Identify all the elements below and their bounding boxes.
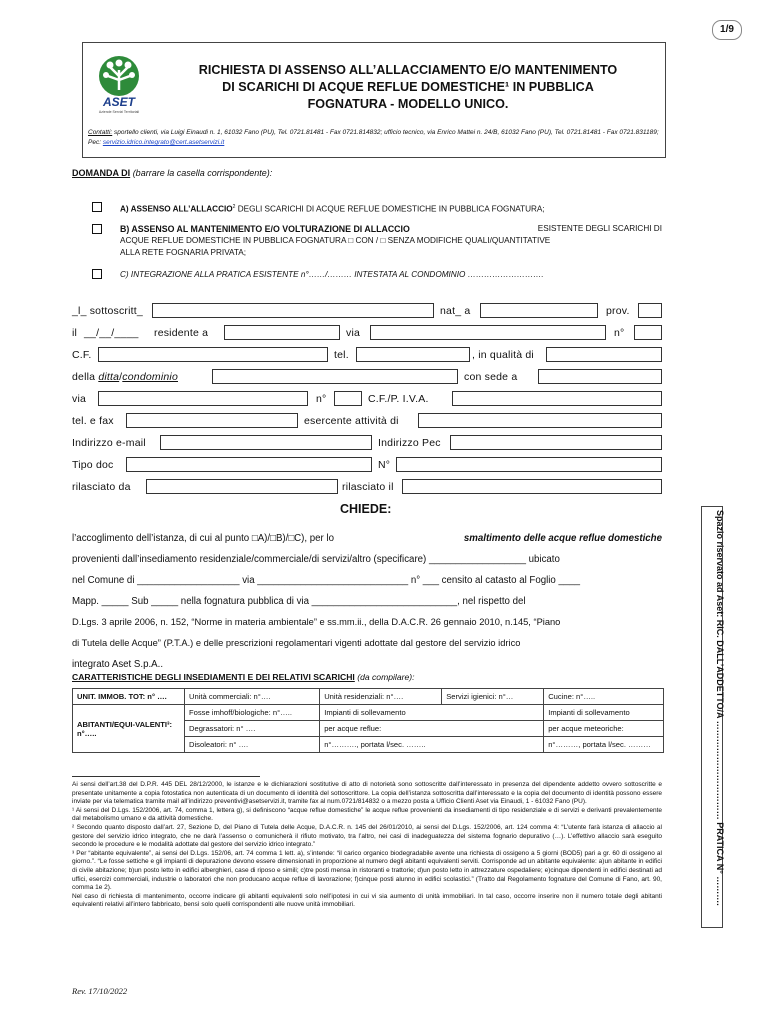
label-tipodoc: Tipo doc — [72, 459, 114, 471]
table-cell[interactable]: Fosse imhoff/biologiche: n°….. — [185, 705, 320, 721]
date-input[interactable]: __/__/____ — [84, 327, 139, 339]
label-cf: C.F. — [72, 349, 92, 361]
domanda-label: DOMANDA DI — [72, 168, 131, 178]
num-2-input[interactable] — [334, 391, 362, 406]
label-esercente: esercente attività di — [304, 415, 399, 427]
page-title — [160, 62, 656, 113]
table-cell[interactable]: Impianti di sollevamento — [544, 705, 664, 721]
title-line-3: FOGNATURA - MODELLO UNICO. — [307, 97, 509, 111]
page-number: 1/9 — [712, 20, 742, 40]
option-a-rest: DEGLI SCARICHI DI ACQUE REFLUE DOMESTICHE IN PUBBLICA FOGNATURA; — [235, 204, 545, 214]
footnote: Ai sensi dell’art.38 del D.P.R. 445 DEL 28/12/2000, le istanze e le dichiarazioni sostitutive di atto di notorietà sono sottoscritte dall’interessato in presenza del dipendente addetto ovvero sottoscritte e presentate unitamente a copia fotostatica non autenticata di un documento di identità del sottoscrittore. La copia dell’istanza sottoscritta dall’interessato e la copia del documento di identità possono essere inviate per via telematica tramite mail all’indirizzo preventivi@asetservizi.it, tramite fax al num.0721/814832 o a mezzo posta a Ufficio Clienti Aset via Einaudi, 1 - 61032 Fano (PU). — [72, 781, 662, 806]
para-line-3: nel Comune di ___________________ via ____________________________ n° ___ censito al catasto al Foglio ____ — [72, 575, 581, 586]
label-residente: residente a — [154, 327, 209, 339]
char-heading — [72, 672, 415, 682]
label-rilasciato-il: rilasciato il — [342, 481, 394, 493]
char-hint: (da compilare): — [357, 672, 415, 682]
label-nato: nat_ a — [440, 305, 471, 317]
table-cell[interactable]: Servizi igienici: n°… — [442, 689, 544, 705]
via-input[interactable] — [370, 325, 606, 340]
option-c[interactable] — [92, 266, 106, 284]
para-line-4: Mapp. _____ Sub _____ nella fognatura pubblica di via ___________________________, nel rispetto del — [72, 596, 526, 607]
revision-footer: Rev. 17/10/2022 — [72, 986, 128, 996]
table-row — [73, 705, 664, 721]
sede-input[interactable] — [538, 369, 662, 384]
label-sottoscritto: _l_ sottoscritt_ — [72, 305, 143, 317]
label-ditta-word: ditta — [98, 371, 120, 383]
esercente-input[interactable] — [418, 413, 662, 428]
label-num-3: N° — [378, 459, 391, 471]
sottoscritto-input[interactable] — [152, 303, 434, 318]
cfpiva-input[interactable] — [452, 391, 662, 406]
table-cell[interactable]: Cucine: n°….. — [544, 689, 664, 705]
label-email: Indirizzo e-mail — [72, 437, 146, 449]
option-b-rest-1: ESISTENTE DEGLI SCARICHI DI — [537, 224, 662, 233]
aset-reserved-text: Spazio riservato ad Aset: RIC. DALL’ADDETTO/A …………………………… PRATICA N° ………. — [715, 510, 725, 906]
option-b-rest-3: ALLA RETE FOGNARIA PRIVATA; — [120, 248, 247, 257]
residente-input[interactable] — [224, 325, 340, 340]
contacts-label: Contatti: — [88, 129, 113, 136]
table-cell[interactable]: Impianti di sollevamento — [320, 705, 544, 721]
label-condominio: condominio — [122, 371, 178, 383]
chiede-heading: CHIEDE: — [340, 502, 392, 516]
table-cell[interactable]: ABITANTI/EQUI-VALENTI³: n°….. — [73, 705, 185, 753]
label-tel: tel. — [334, 349, 349, 361]
para-line-7: integrato Aset S.p.A.. — [72, 659, 164, 670]
option-a-bold: A) ASSENSO ALL’ALLACCIO — [120, 204, 233, 214]
characteristics-table — [72, 688, 664, 753]
label-slash: / — [119, 371, 123, 383]
nato-input[interactable] — [480, 303, 598, 318]
label-pec: Indirizzo Pec — [378, 437, 441, 449]
option-b-checkbox[interactable] — [92, 224, 102, 234]
label-qualita: , in qualità di — [472, 349, 534, 361]
option-b-label — [120, 223, 662, 259]
tipodoc-input[interactable] — [126, 457, 372, 472]
para-line-6: di Tutela delle Acque” (P.T.A.) e delle prescrizioni regolamentari vigenti adottate dal gestore del servizio idrico — [72, 638, 521, 648]
option-b-bold: B) ASSENSO AL MANTENIMENTO E/O VOLTURAZIONE DI ALLACCIO — [120, 224, 410, 234]
logo-name: ASET — [102, 95, 135, 109]
table-cell[interactable]: per acque meteoriche: — [544, 721, 664, 737]
label-della: della — [72, 371, 96, 383]
footnote-divider — [72, 776, 260, 777]
label-via-2: via — [72, 393, 87, 405]
para-line-5: D.Lgs. 3 aprile 2006, n. 152, “Norme in materia ambientale” e ss.mm.ii., della D.A.C.R. 26 gennaio 2010, n.145, “Piano — [72, 617, 561, 627]
option-c-checkbox[interactable] — [92, 269, 102, 279]
ditta-input[interactable] — [212, 369, 458, 384]
table-cell[interactable]: Unità residenziali: n°…. — [320, 689, 442, 705]
label-num-2: n° — [316, 393, 327, 405]
qualita-input[interactable] — [546, 347, 662, 362]
email-input[interactable] — [160, 435, 372, 450]
tel-input[interactable] — [356, 347, 470, 362]
footnote: ² Secondo quanto disposto dall’art. 27, Sezione D, del Piano di Tutela delle Acque, D.A.C.R. n. 145 del 26/01/2010, ai sensi del D.Lgs. 152/2006, art. 124 comma 4: “L’utente farà istanza di allaccio al gestore del servizio idrico integrato, che ne darà l’assenso o comunicherà il rifiuto motivato, tra l’altro, nei casi di inadeguatezza del sistema fognario depurativo (…). L’effettivo allaccio sarà eseguito secondo le procedure e le modalità adottate dal gestore del servizio idrico integrato.” — [72, 823, 662, 849]
table-cell[interactable]: per acque reflue: — [320, 721, 544, 737]
option-b-rest-2: ACQUE REFLUE DOMESTICHE IN PUBBLICA FOGNATURA □ CON / □ SENZA MODIFICHE QUALI/QUANTITATIVE — [120, 236, 551, 245]
rilasciato-input[interactable] — [146, 479, 338, 494]
para-line-1-bold: smaltimento delle acque reflue domestiche — [463, 533, 662, 544]
option-a[interactable] — [92, 199, 106, 217]
table-cell[interactable]: Unità commerciali: n°…. — [185, 689, 320, 705]
label-ditta — [72, 371, 178, 383]
via-2-input[interactable] — [98, 391, 308, 406]
contacts-text: sportello clienti, via Luigi Einaudi n. 1, 61032 Fano (PU), Tel. 0721.81481 - Fax 0721.814832; ufficio tecnico, via Enrico Mattei n. 24/B, 61032 Fano (PU), Tel. 0721.81481 - Fax 0721.831189; Pec: — [88, 129, 659, 146]
option-a-label — [120, 201, 660, 216]
label-il: il — [72, 327, 78, 339]
domanda-heading — [72, 168, 272, 178]
telfax-input[interactable] — [126, 413, 298, 428]
title-line-1: RICHIESTA DI ASSENSO ALL’ALLACCIAMENTO E/O MANTENIMENTO — [198, 63, 618, 77]
label-rilasciato: rilasciato da — [72, 481, 131, 493]
char-title: CARATTERISTICHE DEGLI INSEDIAMENTI E DEI RELATIVI SCARICHI — [72, 672, 355, 682]
para-line-1: l’accoglimento dell’istanza, di cui al punto □A)/□B)/□C), per lo — [72, 533, 335, 544]
footnote: ¹ Ai sensi del D.Lgs. 152/2006, art. 74, comma 1, lettera g), si definiscono “acque reflue domestiche” le acque reflue provenienti da insediamenti di tipo residenziale e di servizi e derivanti prevalentemente dal metabolismo umano e da attività domestiche. — [72, 806, 662, 823]
table-cell[interactable]: Degrassatori: n° …. — [185, 721, 320, 737]
footnotes — [72, 781, 662, 910]
para-line-2: provenienti dall’insediamento residenziale/commerciale/di servizi/altro (specificare) __________________ ubicato — [72, 554, 560, 565]
domanda-hint: (barrare la casella corrispondente): — [132, 168, 273, 178]
option-b[interactable] — [92, 221, 106, 239]
option-c-label: C) INTEGRAZIONE ALLA PRATICA ESISTENTE n°……/……… INTESTATA AL CONDOMINIO ………………………. — [120, 270, 544, 279]
contacts-email-link[interactable]: servizio.idrico.integrato@cert.asetservizi.it — [102, 139, 225, 146]
logo-tagline: Aziende Servizi Territoriali — [98, 110, 140, 114]
label-telfax: tel. e fax — [72, 415, 114, 427]
table-cell[interactable]: Disoleatori: n° …. — [185, 737, 320, 753]
label-cfpiva: C.F./P. I.V.A. — [368, 393, 429, 405]
prov-input[interactable] — [638, 303, 662, 318]
label-prov: prov. — [606, 305, 630, 317]
table-row — [73, 689, 664, 705]
label-num: n° — [614, 327, 625, 339]
title-line-2: DI SCARICHI DI ACQUE REFLUE DOMESTICHE¹ IN PUBBLICA — [222, 80, 594, 94]
rilasciato-il-input[interactable] — [402, 479, 662, 494]
cf-input[interactable] — [98, 347, 328, 362]
contacts — [88, 128, 662, 148]
label-via: via — [346, 327, 361, 339]
num-3-input[interactable] — [396, 457, 662, 472]
table-cell[interactable]: n°………, portata l/sec. ……… — [544, 737, 664, 753]
footnote: ³ Per “abitante equivalente”, ai sensi del D.Lgs. 152/06, art. 74 comma 1 lett. a), s’intende: “il carico organico biodegradabile avente una richiesta di ossigeno a 5 giorni (BOD5) pari a gr. 60 di ossigeno al giorno.”. “Le fosse settiche e gli impianti di depurazione devono essere dimensionati in proporzione al numero degli abitanti equivalenti serviti. Corrisponde ad un abitante equivalente: a)un abitante in edifici di civile abitazione; b)un posto letto in edifici alberghieri, case di riposo e simili; c)tre posti mensa in ristoranti e trattorie; d)un posto letto in attrezzature ospedaliere; e)cinque dipendenti in edifici destinati ad uffici, esercizi commerciali, industrie o laboratori che non producano acque reflue di lavorazione; f)cinque posti alunno in edifici scolastici.” (Tratto dal Regolamento fognature del Comune di Fano, art. 90, comma 1e 2). — [72, 849, 662, 892]
chiede-paragraph — [72, 528, 662, 675]
label-sede: con sede a — [464, 371, 518, 383]
footnote: Nel caso di richiesta di mantenimento, occorre indicare gli abitanti equivalenti solo nell’ipotesi in cui vi sia aumento di unità immobiliari. In tal caso, occorre inserire non il numero totale degli abitanti equivalenti relativi all’intero fabbricato, bensì solo quelli corrispondenti alle nuove unità immobiliari. — [72, 892, 662, 909]
option-a-checkbox[interactable] — [92, 202, 102, 212]
table-cell[interactable]: UNIT. IMMOB. TOT: n° …. — [73, 689, 185, 705]
pec-input[interactable] — [450, 435, 662, 450]
table-cell[interactable]: n°………., portata l/sec. …….. — [320, 737, 544, 753]
option-a-sup: 2 — [232, 204, 236, 210]
num-input[interactable] — [634, 325, 662, 340]
